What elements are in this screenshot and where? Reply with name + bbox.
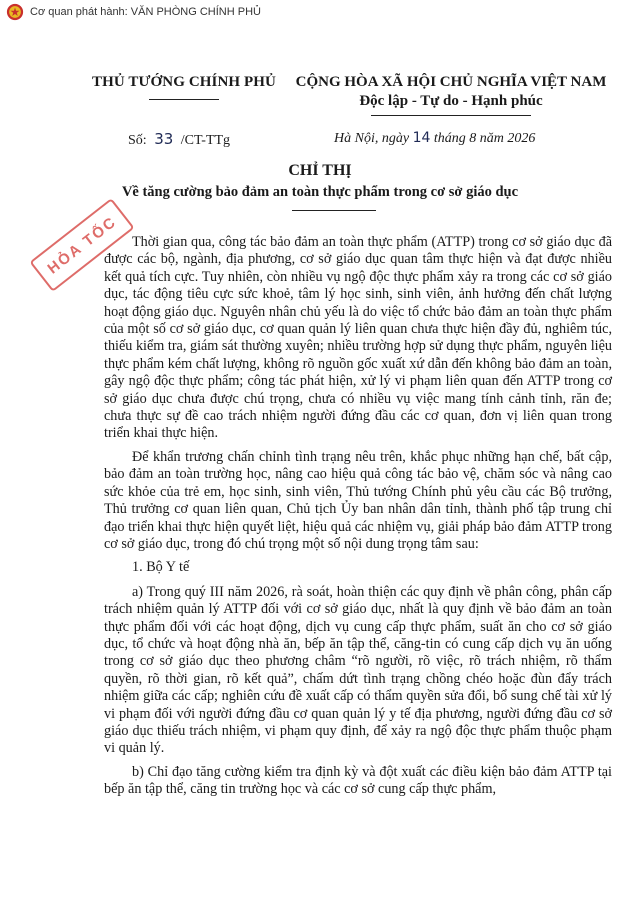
organization-name: THỦ TƯỚNG CHÍNH PHỦ	[92, 74, 276, 90]
paragraph-item-b: b) Chỉ đạo tăng cường kiểm tra định kỳ và đột xuất các điều kiện bảo đảm ATTP tại bếp ăn tập thể, căng tin trường học và các cơ sở cung cấp thực phẩm,	[104, 763, 612, 798]
urgent-stamp: HỎA TỐC	[29, 198, 134, 292]
document-number	[128, 130, 230, 149]
place-date-day: 14	[412, 130, 431, 146]
document-body	[104, 234, 612, 805]
national-emblem-icon	[6, 3, 24, 21]
organization-block	[84, 74, 284, 100]
place-date-suffix: tháng 8 năm 2026	[433, 131, 536, 146]
national-motto: Độc lập - Tự do - Hạnh phúc	[359, 93, 543, 109]
document-subtitle: Về tăng cường bảo đảm an toàn thực phẩm trong cơ sở giáo dục	[121, 184, 519, 200]
doc-number-suffix: /CT-TTg	[180, 133, 231, 148]
document-title: CHỈ THỊ	[288, 162, 352, 179]
subtitle-divider	[292, 210, 376, 211]
issuer-bar	[0, 0, 640, 24]
doc-number-value: 33	[154, 130, 174, 148]
place-date-prefix: Hà Nội, ngày	[334, 131, 410, 146]
motto-divider	[371, 115, 531, 116]
organization-divider	[149, 99, 219, 100]
section-heading-ministry-of-health: 1. Bộ Y tế	[132, 559, 190, 576]
paragraph-intro: Thời gian qua, công tác bảo đảm an toàn thực phẩm (ATTP) trong cơ sở giáo dục đã được các bộ, ngành, địa phương, cơ sở giáo dục quan tâm thực hiện và đạt được nhiều kết quả tích cực. Tuy nhiên, còn nhiều vụ ngộ độc thực phẩm xảy ra trong các cơ sở giáo dục, tác động tiêu cực sức khoẻ, tâm lý học sinh, sinh viên, ảnh hưởng đến chất lượng hoạt động giáo dục. Nguyên nhân chủ yếu là do việc tổ chức bảo đảm an toàn thực phẩm của một số cơ sở giáo dục, cơ quan quản lý liên quan chưa thực hiện đầy đủ, nghiêm túc, thiếu kiểm tra, giám sát thường xuyên; nhiều trường hợp sử dụng thực phẩm, nguyên liệu thực phẩm kém chất lượng, không rõ nguồn gốc xuất xứ dẫn đến không bảo đảm an toàn, gây ngộ độc thực phẩm; công tác phát hiện, xử lý vi phạm liên quan đến ATTP trong cơ sở giáo dục chưa được chú trọng, chưa có nhiều vụ việc mang tính cảnh tỉnh, răn đe; chưa thực sự đề cao trách nhiệm người đứng đầu các cơ quan, đơn vị liên quan trong triển khai thực hiện.	[104, 234, 612, 442]
nation-block	[288, 74, 614, 116]
paragraph-directive: Để khẩn trương chấn chỉnh tình trạng nêu trên, khắc phục những hạn chế, bất cập, bảo đảm an toàn trường học, nâng cao hiệu quả công tác bảo vệ, chăm sóc và nâng cao sức khỏe của trẻ em, học sinh, sinh viên, Thủ tướng Chính phủ yêu cầu các Bộ trưởng, Thủ trưởng cơ quan liên quan, Chủ tịch Ủy ban nhân dân tỉnh, thành phố tập trung chỉ đạo triển khai thực hiện quyết liệt, hiệu quả các nhiệm vụ, giải pháp bảo đảm ATTP trong cơ sở giáo dục, trong đó chú trọng một số nội dung trọng tâm sau:	[104, 448, 612, 552]
nation-name: CỘNG HÒA XÃ HỘI CHỦ NGHĨA VIỆT NAM	[295, 74, 607, 90]
paragraph-item-a: a) Trong quý III năm 2026, rà soát, hoàn thiện các quy định về phân công, phân cấp trách nhiệm quản lý ATTP đối với cơ sở giáo dục, nhất là quy định về bảo đảm an toàn thực phẩm đối với các hoạt động, dịch vụ cung cấp thực phẩm, suất ăn cho cơ sở giáo dục, tổ chức và hoạt động nhà ăn, bếp ăn tập thể, căng-tin có cung cấp dịch vụ ăn uống trong cơ sở giáo dục theo phương châm “rõ người, rõ việc, rõ trách nhiệm, rõ thẩm quyền, rõ thời gian, rõ kết quả”, chấm dứt tình trạng chồng chéo hoặc đùn đẩy trách nhiệm giữa các cấp; nghiên cứu đề xuất cấp có thẩm quyền sửa đổi, bổ sung chế tài xử lý vi phạm đối với người đứng đầu cơ quan quản lý y tế địa phương, người đứng đầu cơ sở giáo dục thiếu trách nhiệm, vi phạm quy định, để xảy ra ngộ độc thực phẩm thuộc phạm vi quản lý.	[104, 583, 612, 757]
issuer-label: Cơ quan phát hành: VĂN PHÒNG CHÍNH PHỦ	[30, 6, 261, 18]
place-date	[334, 130, 535, 147]
doc-number-prefix: Số:	[128, 133, 147, 148]
